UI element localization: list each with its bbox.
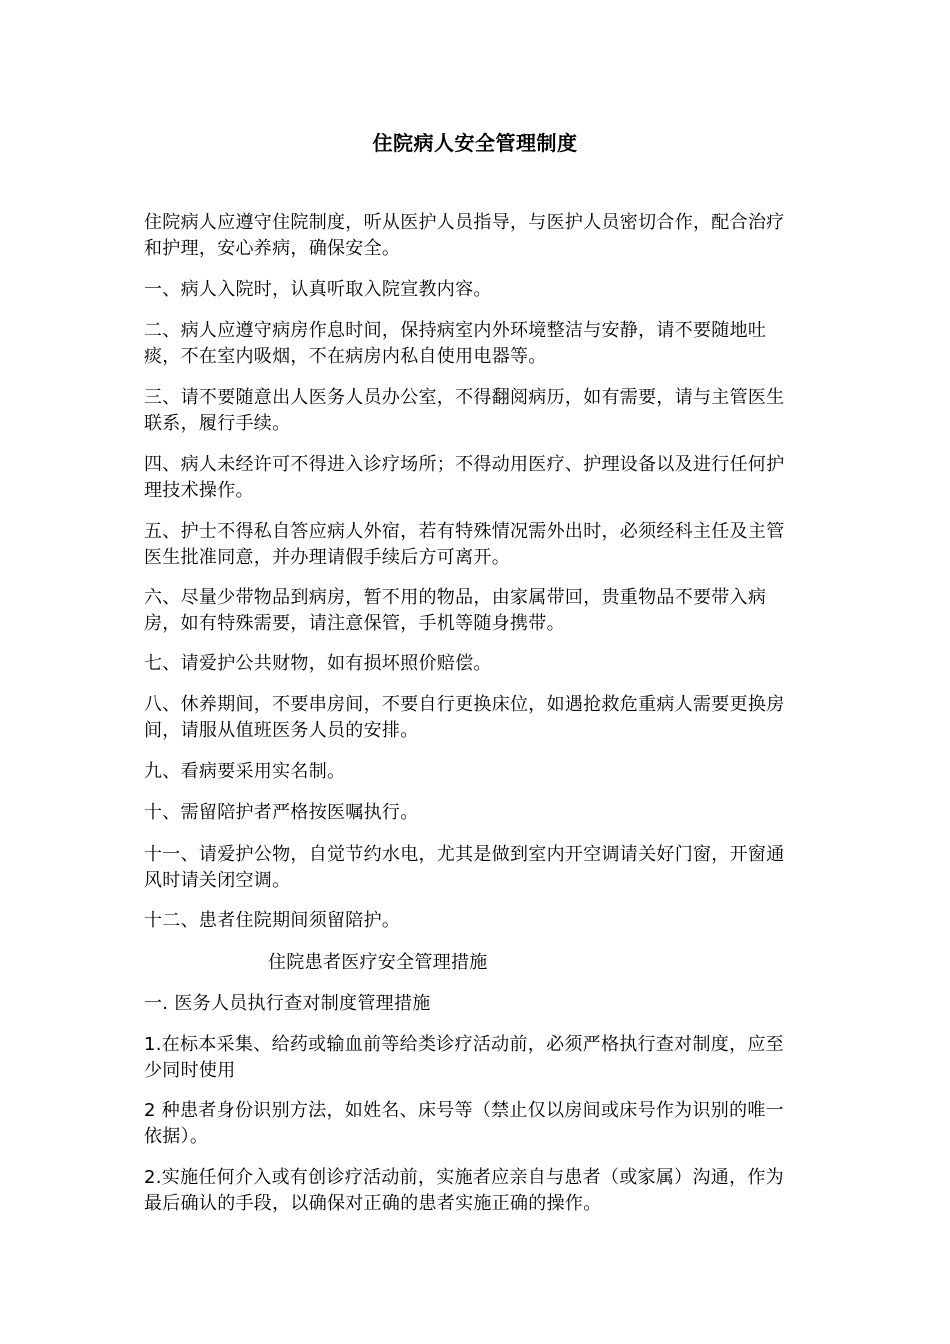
measure-item: 2 种患者身份识别方法，如姓名、床号等（禁止仅以房间或床号作为识别的唯一依据）。 [144, 1100, 784, 1147]
rule-item: 六、尽量少带物品到病房，暂不用的物品，由家属带回，贵重物品不要带入病房，如有特殊需要，请注意保管，手机等随身携带。 [144, 587, 767, 634]
rule-item: 十一、请爱护公物，自觉节约水电，尤其是做到室内开空调请关好门窗，开窗通风时请关闭空调。 [144, 844, 785, 891]
rule-item: 五、护士不得私自答应病人外宿，若有特殊情况需外出时，必须经科主任及主管医生批准同意，并办理请假手续后方可离开。 [144, 521, 785, 568]
rule-item: 一、病人入院时，认真听取入院宣教内容。 [144, 279, 492, 300]
measure-item: 1.在标本采集、给药或输血前等给类诊疗活动前，必须严格执行查对制度，应至少同时使用 [144, 1034, 784, 1081]
rule-item: 十二、患者住院期间须留陪护。 [144, 910, 401, 931]
rule-item: 七、请爱护公共财物，如有损坏照价赔偿。 [144, 653, 492, 674]
measure-item: 2.实施任何介入或有创诊疗活动前，实施者应亲自与患者（或家属）沟通，作为最后确认的手段，以确保对正确的患者实施正确的操作。 [144, 1167, 784, 1214]
rule-item: 九、看病要采用实名制。 [144, 761, 346, 782]
rule-item: 二、病人应遵守病房作息时间，保持病室内外环境整洁与安静，请不要随地吐痰，不在室内吸烟，不在病房内私自使用电器等。 [144, 320, 767, 367]
rule-item: 三、请不要随意出人医务人员办公室，不得翻阅病历，如有需要，请与主管医生联系，履行手续。 [144, 387, 785, 434]
section-subtitle: 住院患者医疗安全管理措施 [268, 952, 488, 973]
rule-item: 四、病人未经许可不得进入诊疗场所；不得动用医疗、护理设备以及进行任何护理技术操作。 [144, 454, 785, 501]
rule-item: 八、休养期间，不要串房间，不要自行更换床位，如遇抢救危重病人需要更换房间，请服从值班医务人员的安排。 [144, 694, 785, 741]
intro-paragraph: 住院病人应遵守住院制度，听从医护人员指导，与医护人员密切合作，配合治疗和护理，安心养病，确保安全。 [144, 212, 785, 259]
section-heading: 一. 医务人员执行查对制度管理措施 [144, 993, 431, 1014]
document-title: 住院病人安全管理制度 [372, 131, 578, 155]
rule-item: 十、需留陪护者严格按医嘱执行。 [144, 802, 419, 823]
